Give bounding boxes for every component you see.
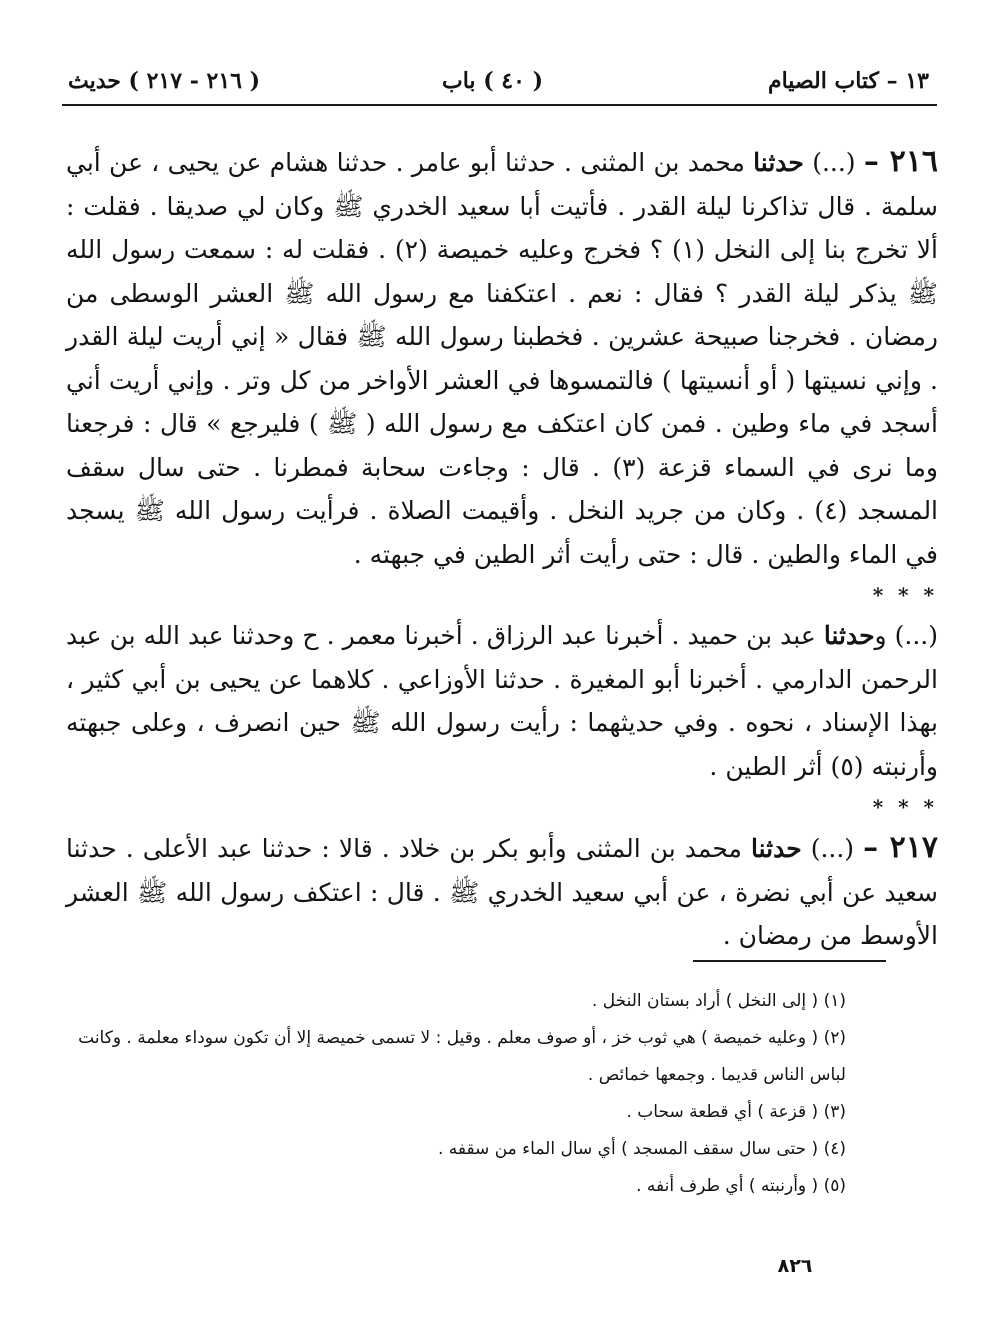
haddathana-marker: حدثنا bbox=[823, 621, 875, 650]
hadith-number: ٢١٦ – bbox=[863, 144, 939, 179]
hadith-range: ( ٢١٦ - ٢١٧ ) حديث bbox=[68, 68, 261, 94]
haddathana-marker: حدثنا bbox=[750, 834, 802, 863]
section-separator: * * * bbox=[872, 795, 938, 819]
page-number: ٨٢٦ bbox=[777, 1255, 813, 1277]
main-text bbox=[66, 140, 938, 958]
hadith-lead: (...) bbox=[812, 148, 856, 177]
footnote: (٤) ( حتى سال سقف المسجد ) أي سال الماء من سقفه . bbox=[437, 1139, 846, 1159]
footnote: (٥) ( وأرنبته ) أي طرف أنفه . bbox=[636, 1176, 846, 1196]
hadith-217 bbox=[66, 826, 938, 958]
footnote: (١) ( إلى النخل ) أراد بستان النخل . bbox=[591, 991, 846, 1011]
haddathana-marker: حدثنا bbox=[753, 148, 804, 177]
hadith-text: محمد بن المثنى وأبو بكر بن خلاد . قالا : حدثنا عبد الأعلى . حدثنا سعيد عن أبي نضرة ، عن أبي سعيد الخدري ﷺ . قال : اعتكف رسول الله ﷺ العشر الأوسط من رمضان . bbox=[66, 834, 938, 950]
running-header bbox=[62, 66, 937, 106]
footnotes bbox=[66, 983, 846, 1205]
footnote-divider bbox=[693, 960, 886, 962]
hadith-216 bbox=[66, 140, 938, 576]
section-separator: * * * bbox=[872, 583, 938, 607]
hadith-text: عبد بن حميد . أخبرنا عبد الرزاق . أخبرنا معمر . ح وحدثنا عبد الله بن عبد الرحمن الدارمي . أخبرنا أبو المغيرة . حدثنا الأوزاعي . كلاهما عن يحيى بن أبي كثير ، بهذا الإسناد ، نحوه . وفي حديثهما : رأيت رسول الله ﷺ حين انصرف ، وعلى جبهته وأرنبته (٥) أثر الطين . bbox=[66, 621, 938, 781]
footnote: (٢) ( وعليه خميصة ) هي ثوب خز ، أو صوف معلم . وقيل : لا تسمى خميصة إلا أن تكون سوداء معلمة . وكانت لباس الناس قديما . وجمعها خمائص . bbox=[78, 1028, 846, 1085]
footnote: (٣) ( قزعة ) أي قطعة سحاب . bbox=[626, 1102, 846, 1122]
hadith-number: ٢١٧ – bbox=[863, 830, 938, 865]
hadith-216-variant bbox=[66, 614, 938, 788]
hadith-lead: (...) و bbox=[874, 621, 939, 650]
hadith-lead: (...) bbox=[810, 834, 855, 863]
chapter-label: ( ٤٠ ) باب bbox=[442, 68, 543, 94]
hadith-text: محمد بن المثنى . حدثنا أبو عامر . حدثنا هشام عن يحيى ، عن أبي سلمة . قال تذاكرنا ليلة القدر . فأتيت أبا سعيد الخدري ﷺ وكان لي صديقا . فقلت : ألا تخرج بنا إلى النخل (١) ؟ فخرج وعليه خميصة (٢) . فقلت له : سمعت رسول الله ﷺ يذكر ليلة القدر ؟ فقال : نعم . اعتكفنا مع رسول الله ﷺ العشر الوسطى من رمضان . فخرجنا صبيحة عشرين . فخطبنا رسول الله ﷺ فقال « إني أريت ليلة القدر . وإني نسيتها ( أو أنسيتها ) فالتمسوها في العشر الأواخر من كل وتر . وإني أريت أني أسجد في ماء وطين . فمن كان اعتكف مع رسول الله ( ﷺ ) فليرجع » قال : فرجعنا وما نرى في السماء قزعة (٣) . قال : وجاءت سحابة فمطرنا . حتى سال سقف المسجد (٤) . وكان من جريد النخل . وأقيمت الصلاة . فرأيت رسول الله ﷺ يسجد في الماء والطين . قال : حتى رأيت أثر الطين في جبهته . bbox=[66, 148, 939, 569]
book-title: ١٣ – كتاب الصيام bbox=[767, 68, 929, 94]
